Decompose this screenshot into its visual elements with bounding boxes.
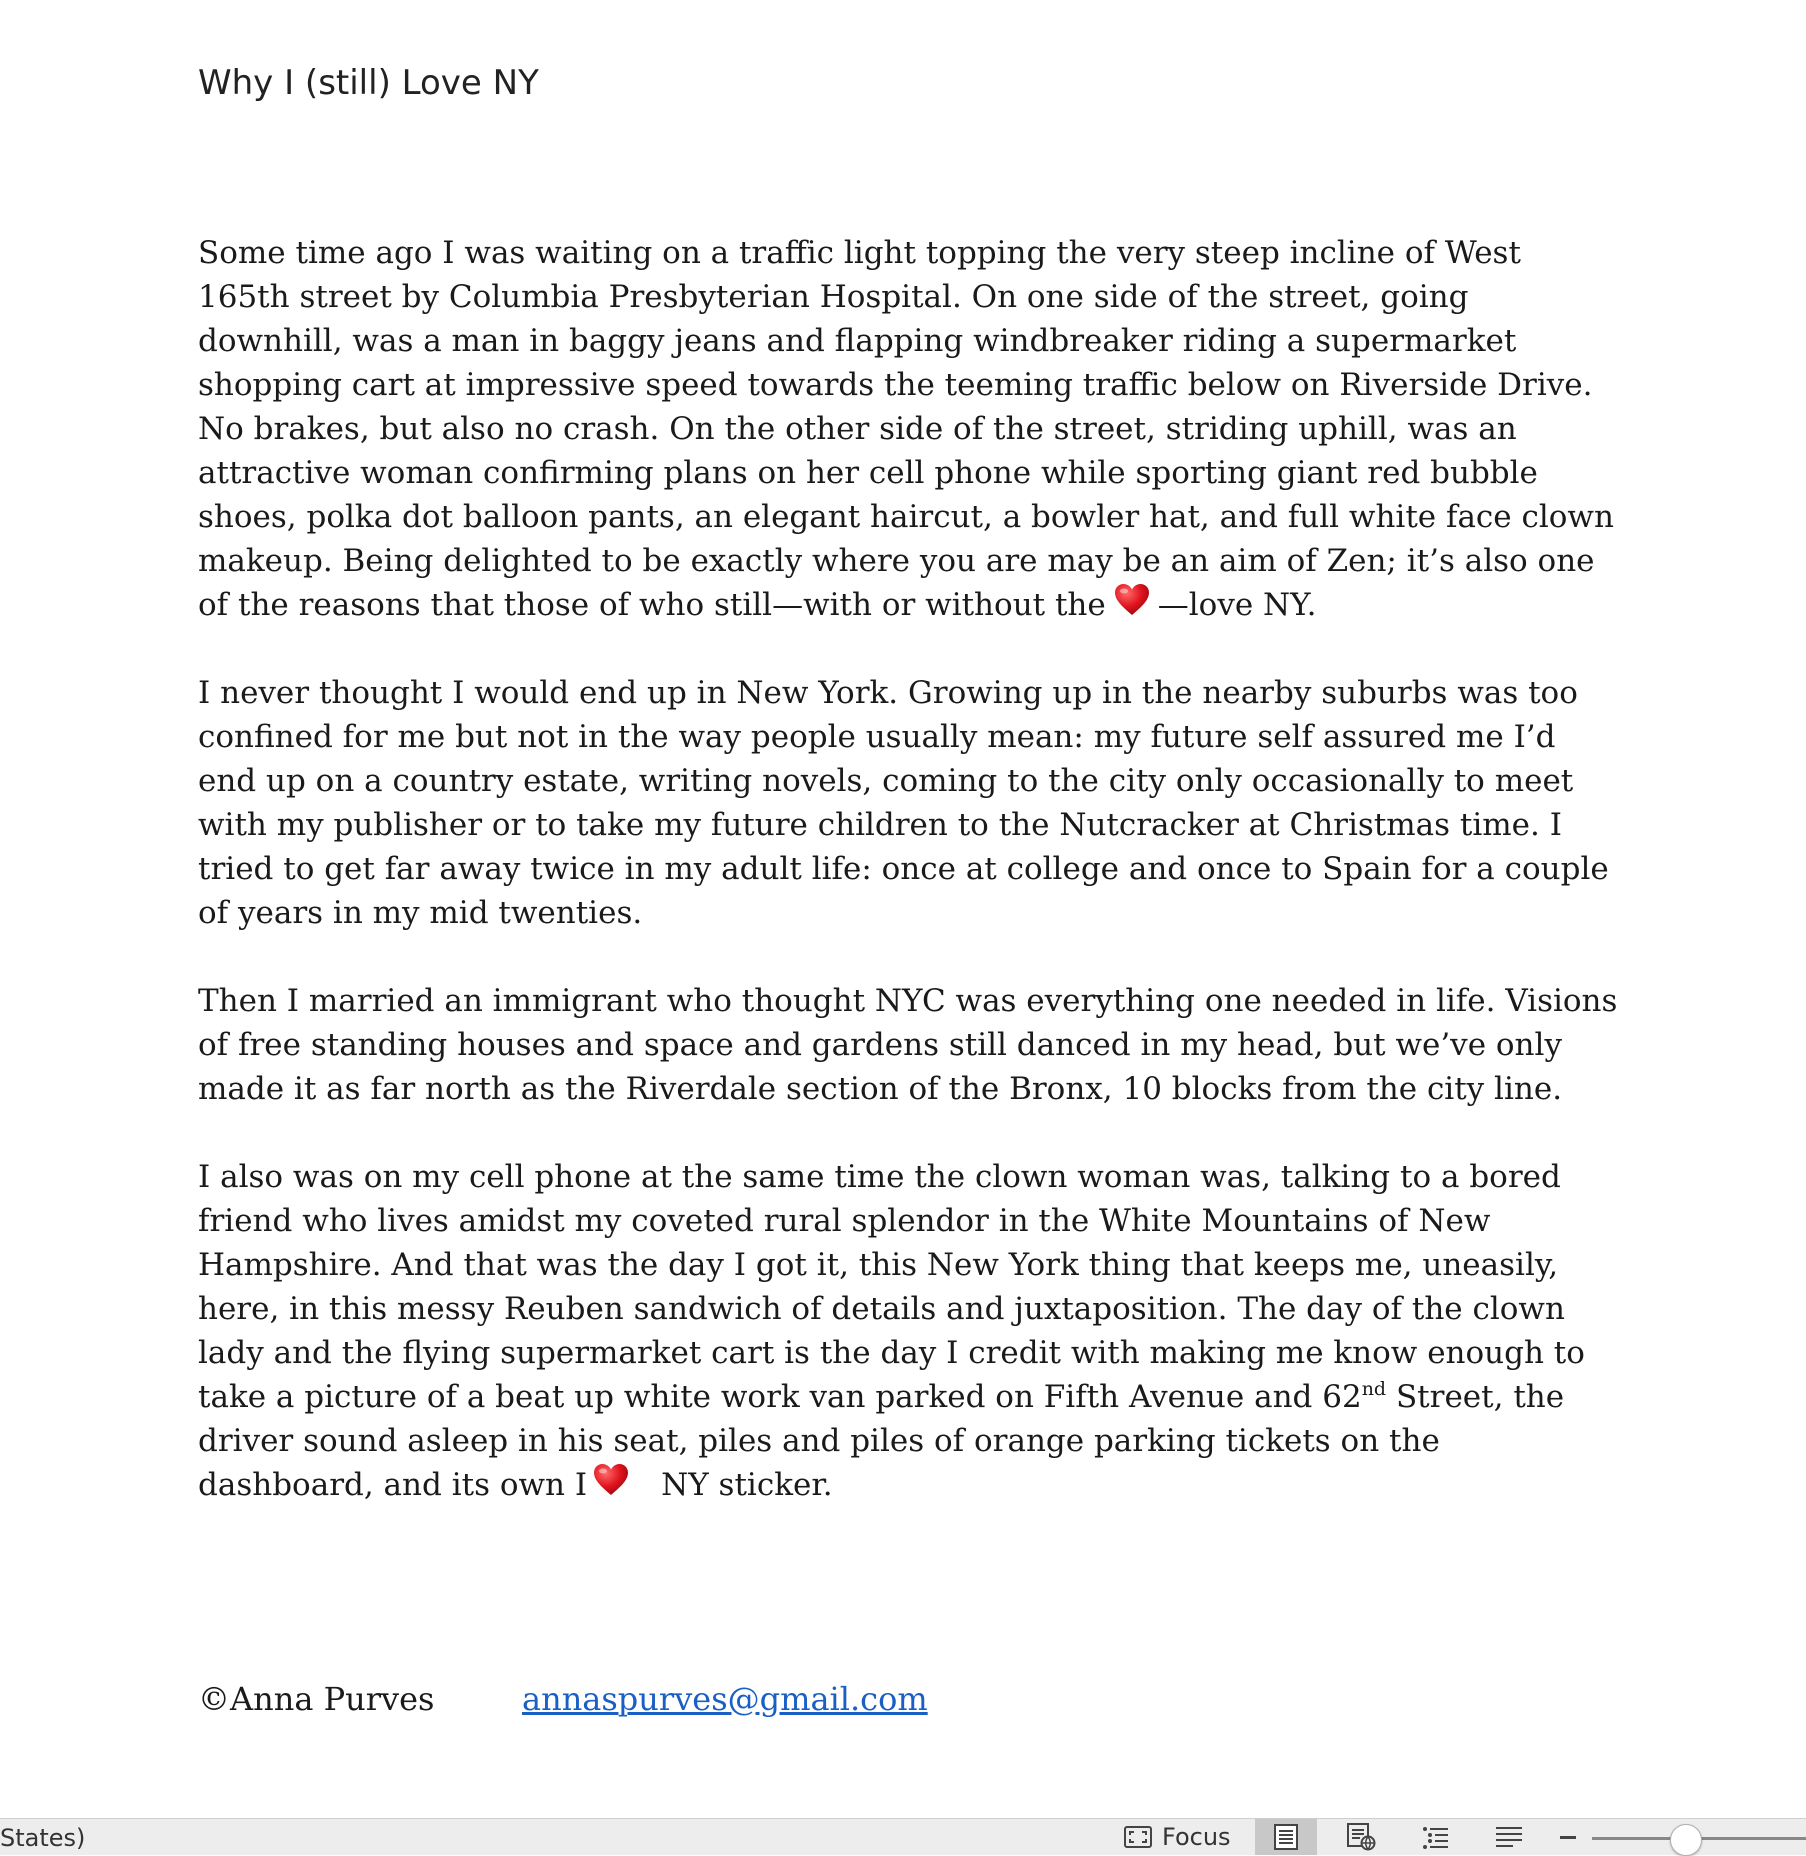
ordinal-superscript: nd	[1361, 1378, 1387, 1400]
focus-label: Focus	[1162, 1823, 1231, 1851]
paragraph-2: I never thought I would end up in New York. Growing up in the nearby suburbs was too confined for me but not in the way people usually mean: my future self assured me I’d end up on a country estate, writing novels, coming to the city only occasionally to meet with my publisher or to take my future children to the Nutcracker at Christmas time. I tried to get far away twice in my adult life: once at college and once to Spain for a couple of years in my mid twenties.	[198, 675, 1609, 931]
author-name: ©Anna Purves	[198, 1680, 435, 1718]
paragraph-3: Then I married an immigrant who thought NYC was everything one needed in life. Visions of free standing houses and space and gardens still danced in my head, but we’ve only made it as far north as the Riverdale section of the Bronx, 10 blocks from the city line.	[198, 983, 1618, 1107]
paragraph-1	[198, 231, 1618, 627]
outline-view-button[interactable]	[1405, 1819, 1467, 1855]
paragraph-4-text: I also was on my cell phone at the same time the clown woman was, talking to a bored friend who lives amidst my coveted rural splendor in the White Mountains of New Hampshire. And that was the day I got it, this New York thing that keeps me, uneasily, here, in this messy Reuben sandwich of details and juxtaposition. The day of the clown lady and the flying supermarket cart is the day I credit with making me know enough to take a picture of a beat up white work van parked on Fifth Avenue and 62	[198, 1159, 1585, 1415]
paragraph-1-text: Some time ago I was waiting on a traffic light topping the very steep incline of West 165th street by Columbia Presbyterian Hospital. On one side of the street, going downhill, was a man in baggy jeans and flapping windbreaker riding a supermarket shopping cart at impressive speed towards the teeming traffic below on Riverside Drive. No brakes, but also no crash. On the other side of the street, striding uphill, was an attractive woman confirming plans on her cell phone while sporting giant red bubble shoes, polka dot balloon pants, an elegant haircut, a bowler hat, and full white face clown makeup. Being delighted to be exactly where you are may be an aim of Zen; it’s also one of the reasons that those of who still—with or without the	[198, 235, 1614, 623]
outline-icon	[1422, 1825, 1450, 1849]
web-layout-view-button[interactable]	[1330, 1819, 1392, 1855]
status-bar	[0, 1818, 1806, 1855]
language-indicator[interactable]: States)	[0, 1824, 86, 1852]
draft-view-button[interactable]	[1478, 1819, 1540, 1855]
paragraph-1-ending: —love NY.	[1157, 587, 1317, 623]
focus-button[interactable]	[1124, 1822, 1231, 1852]
signature-line	[198, 1676, 928, 1722]
print-layout-icon	[1273, 1824, 1299, 1850]
focus-icon	[1124, 1826, 1152, 1848]
document-body[interactable]	[198, 231, 1618, 1551]
zoom-out-button[interactable]	[1560, 1836, 1576, 1839]
heart-emoji-icon	[1114, 587, 1150, 623]
paragraph-4	[198, 1155, 1618, 1507]
heart-emoji-icon	[593, 1467, 629, 1503]
email-link[interactable]: annaspurves@gmail.com	[522, 1680, 928, 1718]
draft-icon	[1495, 1825, 1523, 1849]
print-layout-view-button[interactable]	[1255, 1819, 1317, 1855]
paragraph-4-text-continued: Street, the driver sound asleep in his seat, piles and piles of orange parking tickets on the dashboard, and its own I	[198, 1379, 1565, 1503]
document-title: Why I (still) Love NY	[198, 63, 539, 103]
zoom-slider-thumb[interactable]	[1670, 1824, 1702, 1856]
paragraph-4-ending: NY sticker.	[661, 1467, 833, 1503]
web-layout-icon	[1346, 1823, 1376, 1851]
